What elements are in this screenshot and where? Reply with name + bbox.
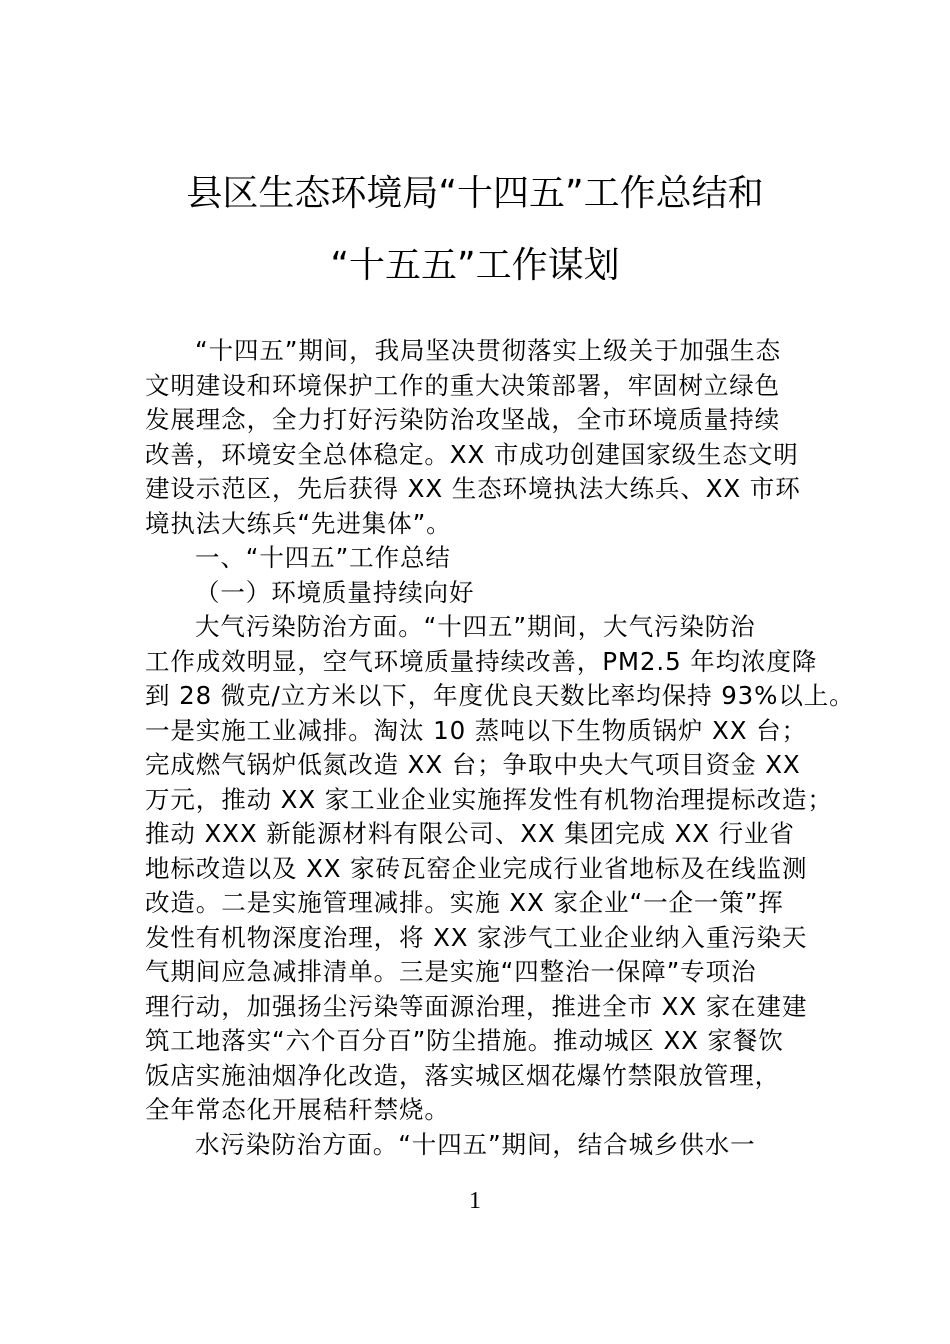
- paragraph-air-line: 饭店实施油烟净化改造，落实城区烟花爆竹禁限放管理，: [145, 1060, 780, 1090]
- paragraph-intro-line: “十四五”期间，我局坚决贯彻落实上级关于加强生态: [195, 336, 781, 365]
- paragraph-intro-line: 境执法大练兵“先进集体”。: [145, 508, 452, 538]
- paragraph-intro-line: 文明建设和环境保护工作的重大决策部署，牢固树立绿色: [145, 370, 780, 400]
- paragraph-air-line: 完成燃气锅炉低氮改造 XX 台；争取中央大气项目资金 XX: [145, 750, 801, 779]
- paragraph-intro-line: 发展理念，全力打好污染防治攻坚战，全市环境质量持续: [145, 405, 780, 434]
- page-number: 1: [469, 1188, 481, 1214]
- paragraph-water-line: 水污染防治方面。“十四五”期间，结合城乡供水一: [195, 1129, 756, 1159]
- paragraph-air-line: 理行动，加强扬尘污染等面源治理，推进全市 XX 家在建建: [145, 991, 808, 1021]
- document-title-line-1: 县区生态环境局“十四五”工作总结和: [186, 173, 764, 214]
- paragraph-air-line: 万元，推动 XX 家工业企业实施挥发性有机物治理提标改造；: [145, 784, 833, 814]
- paragraph-air-line: 到 28 微克/立方米以下，年度优良天数比率均保持 93%以上。: [145, 681, 855, 710]
- paragraph-air-line: 筑工地落实“六个百分百”防尘措施。推动城区 XX 家餐饮: [145, 1026, 784, 1055]
- paragraph-air-line: 大气污染防治方面。“十四五”期间，大气污染防治: [195, 612, 756, 641]
- paragraph-air-line: 工作成效明显，空气环境质量持续改善，PM2.5 年均浓度降: [145, 646, 818, 676]
- paragraph-air-line: 发性有机物深度治理，将 XX 家涉气工业企业纳入重污染天: [145, 922, 808, 952]
- section-heading-1: 一、“十四五”工作总结: [195, 543, 451, 572]
- paragraph-air-line: 推动 XXX 新能源材料有限公司、XX 集团完成 XX 行业省: [145, 819, 795, 848]
- paragraph-air-line: 改造。二是实施管理减排。实施 XX 家企业“一企一策”挥: [145, 888, 784, 917]
- document-body: [145, 334, 855, 1162]
- subsection-heading-1: （一）环境质量持续向好: [195, 577, 475, 607]
- paragraph-air-line: 一是实施工业减排。淘汰 10 蒸吨以下生物质锅炉 XX 台；: [145, 715, 807, 745]
- document-title-line-2: “十五五”工作谋划: [330, 245, 620, 286]
- paragraph-air-line: 气期间应急减排清单。三是实施“四整治一保障”专项治: [145, 957, 757, 986]
- paragraph-air-line: 地标改造以及 XX 家砖瓦窑企业完成行业省地标及在线监测: [145, 853, 808, 883]
- paragraph-intro-line: 建设示范区，先后获得 XX 生态环境执法大练兵、XX 市环: [145, 474, 801, 503]
- paragraph-intro-line: 改善，环境安全总体稳定。XX 市成功创建国家级生态文明: [145, 439, 799, 469]
- paragraph-air-line: 全年常态化开展秸秆禁烧。: [145, 1095, 450, 1124]
